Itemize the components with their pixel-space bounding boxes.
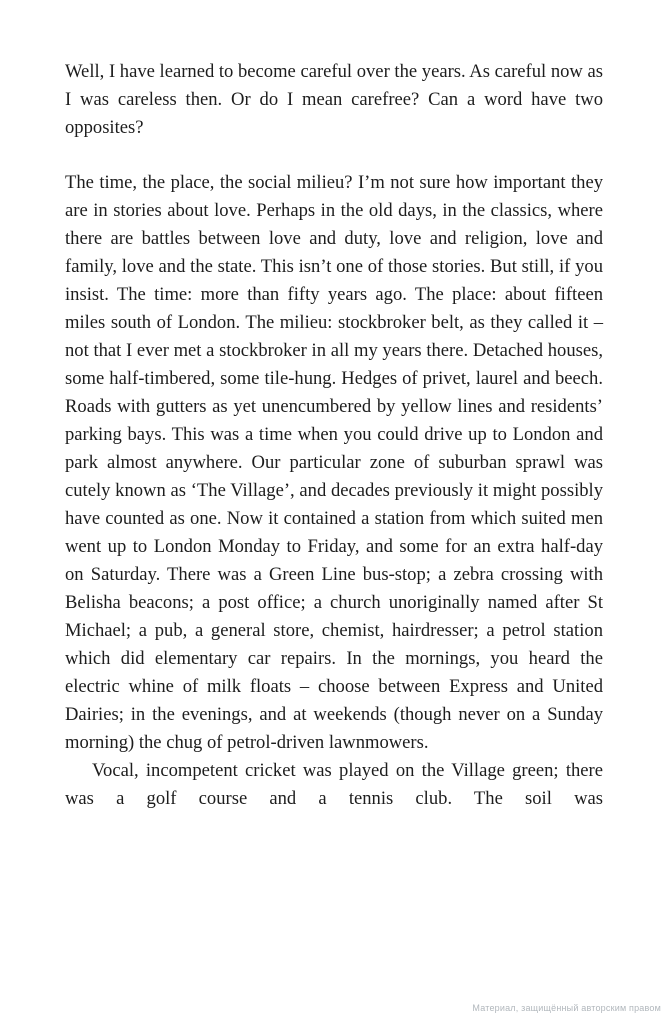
page-text (65, 58, 603, 813)
copyright-watermark: Материал, защищённый авторским правом (472, 1003, 661, 1013)
paragraph: Vocal, incompetent cricket was played on the Village green; there was a golf course and a tennis club. The soil was (65, 760, 603, 809)
paragraph: Well, I have learned to become careful over the years. As careful now as I was careless then. Or do I mean carefree? Can a word have two opposites? (65, 61, 603, 138)
paragraph: The time, the place, the social milieu? I’m not sure how important they are in stories about love. Perhaps in the old days, in the classics, where there are battles between love and duty, love and religion, love and family, love and the state. This isn’t one of those stories. But still, if you insist. The time: more than fifty years ago. The place: about fifteen miles south of London. The milieu: stockbroker belt, as they called it – not that I ever met a stockbroker in all my years there. Detached houses, some half-timbered, some tile-hung. Hedges of privet, laurel and beech. Roads with gutters as yet unencumbered by yellow lines and residents’ parking bays. This was a time when you could drive up to London and park almost anywhere. Our particular zone of suburban sprawl was cutely known as ‘The Village’, and decades previously it might possibly have counted as one. Now it contained a station from which suited men went up to London Monday to Friday, and some for an extra half-day on Saturday. There was a Green Line bus-stop; a zebra crossing with Belisha beacons; a post office; a church unoriginally named after St Michael; a pub, a general store, chemist, hairdresser; a petrol station which did elementary car repairs. In the mornings, you heard the electric whine of milk floats – choose between Express and United Dairies; in the evenings, and at weekends (though never on a Sunday morning) the chug of petrol-driven lawnmowers. (65, 172, 603, 753)
